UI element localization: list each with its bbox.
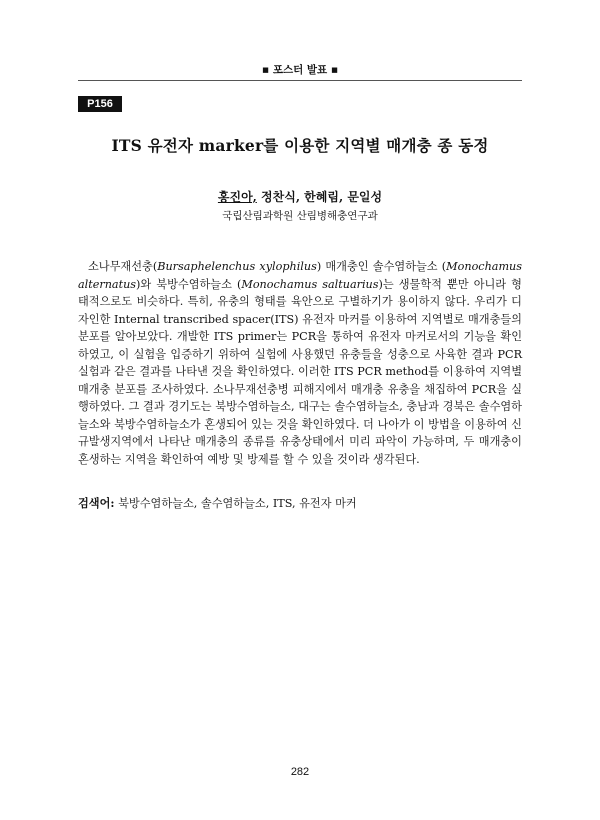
poster-code-badge: P156 [78, 96, 122, 112]
co-authors: 정찬식, 한혜림, 문일성 [256, 190, 383, 204]
author-list [78, 188, 522, 205]
abstract-text: )와 북방수염하늘소 ( [136, 277, 242, 291]
header-square-left-icon: ■ [262, 66, 269, 74]
header-square-right-icon: ■ [331, 66, 338, 74]
header-divider [78, 80, 522, 81]
abstract-text: )는 생물학적 뿐만 아니라 형태적으로도 비슷하다. 특히, 유충의 형태를 육안으로 구별하기가 용이하지 않다. 우리가 디자인한 Internal transcribed spacer(ITS) 유전자 마커를 이용하여 지역별로 매개충들의 분포를 알아보았다. 개발한 ITS primer는 PCR을 통하여 유전자 마커로서의 기능을 확인하였고, 이 실험을 입증하기 위하여 실험에 사용했던 유충들을 성충으로 사육한 결과 PCR 실험과 같은 결과를 나타낸 것을 확인하였다. 이러한 ITS PCR method를 이용하여 지역별 매개충 분포를 조사하였다. 소나무재선충병 피해지에서 매개충 유충을 채집하여 PCR을 실행하였다. 그 결과 경기도는 북방수염하늘소, 대구는 솔수염하늘소, 충남과 경북은 솔수염하늘소와 북방수염하늘소가 혼생되어 있는 것을 확인하였다. 더 나아가 이 방법을 이용하여 신규발생지역에서 나타난 매개충의 종류를 유충상태에서 미리 파악이 가능하며, 두 매개충이 혼생하는 지역을 확인하여 예방 및 방제를 할 수 있을 것이라 생각된다. [78, 277, 522, 466]
paper-title: ITS 유전자 marker를 이용한 지역별 매개충 종 동정 [111, 136, 489, 155]
species-name: Monochamus saltuarius [241, 277, 379, 291]
abstract-text: 소나무재선충( [88, 260, 158, 273]
abstract [78, 258, 522, 468]
species-name: Monochamus alternatus [78, 260, 522, 291]
affiliation: 국립산림과학원 산림병해충연구과 [222, 210, 378, 222]
keywords-text: 북방수염하늘소, 솔수염하늘소, ITS, 유전자 마커 [114, 497, 357, 510]
page-number: 282 [290, 766, 310, 778]
first-author: 홍진아, [217, 190, 257, 204]
keywords-label: 검색어: [78, 496, 115, 510]
section-header [78, 62, 522, 77]
keywords [78, 495, 522, 512]
abstract-text: ) 매개충인 솔수염하늘소 ( [316, 260, 447, 273]
species-name: Bursaphelenchus xylophilus [157, 260, 317, 273]
section-header-label: 포스터 발표 [272, 64, 328, 76]
abstract-paragraph [78, 258, 522, 468]
